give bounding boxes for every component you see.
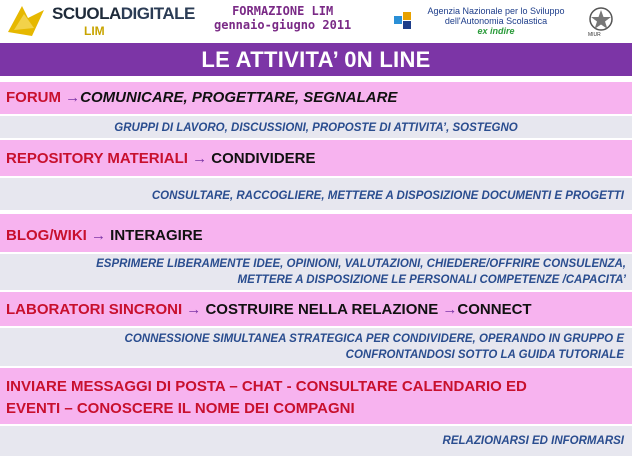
section-blog-wiki-heading: BLOG/WIKI → INTERAGIRE [6, 227, 203, 244]
course-title: FORMAZIONE LIM gennaio-giugno 2011 [214, 4, 352, 32]
section-repository-description: CONSULTARE, RACCOGLIERE, METTERE A DISPOSIZIONE DOCUMENTI E PROGETTI [0, 178, 632, 210]
agenzia-logo-icon [392, 10, 418, 30]
section-repository-heading: REPOSITORY MATERIALI → CONDIVIDERE [6, 150, 316, 167]
section-blog-wiki [0, 214, 632, 252]
title-bar [0, 43, 632, 76]
section-repository [0, 140, 632, 176]
agenzia-text: Agenzia Nazionale per lo Sviluppo dell'Autonomia Scolastica ex indire [427, 6, 565, 36]
section-laboratori-description: CONNESSIONE SIMULTANEA STRATEGICA PER CONDIVIDERE, OPERANDO IN GRUPPO E CONFRONTANDOSI SOTTO LA GUIDA TUTORIALE [0, 328, 632, 366]
logo-lim: LIM [84, 24, 105, 38]
logo-title: SCUOLADIGITALE [52, 4, 195, 23]
section-forum-heading: FORUM →COMUNICARE, PROGETTARE, SEGNALARE [6, 89, 398, 106]
section-forum-description: GRUPPI DI LAVORO, DISCUSSIONI, PROPOSTE DI ATTIVITA’, SOSTEGNO [0, 116, 632, 138]
section-laboratori-heading: LABORATORI SINCRONI → COSTRUIRE NELLA RELAZIONE →CONNECT [6, 301, 532, 318]
slide-header [0, 0, 632, 42]
page-title: LE ATTIVITA’ 0N LINE [201, 47, 431, 72]
section-forum [0, 82, 632, 114]
section-laboratori-sincroni [0, 292, 632, 326]
section-messaggi [0, 368, 632, 424]
section-messaggi-heading: INVIARE MESSAGGI DI POSTA – CHAT - CONSULTARE CALENDARIO ED EVENTI – CONOSCERE IL NOME DEI COMPAGNI [6, 378, 527, 417]
section-blog-wiki-description: ESPRIMERE LIBERAMENTE IDEE, OPINIONI, VALUTAZIONI, CHIEDERE/OFFRIRE CONSULENZA, METTERE A DISPOSIZIONE LE PERSONALI COMPETENZE /CAPACITA’ [0, 254, 632, 290]
section-messaggi-description: RELAZIONARSI ED INFORMARSI [0, 426, 632, 456]
emblem-label: MIUR [588, 32, 601, 38]
scuola-digitale-logo-icon [4, 2, 48, 40]
